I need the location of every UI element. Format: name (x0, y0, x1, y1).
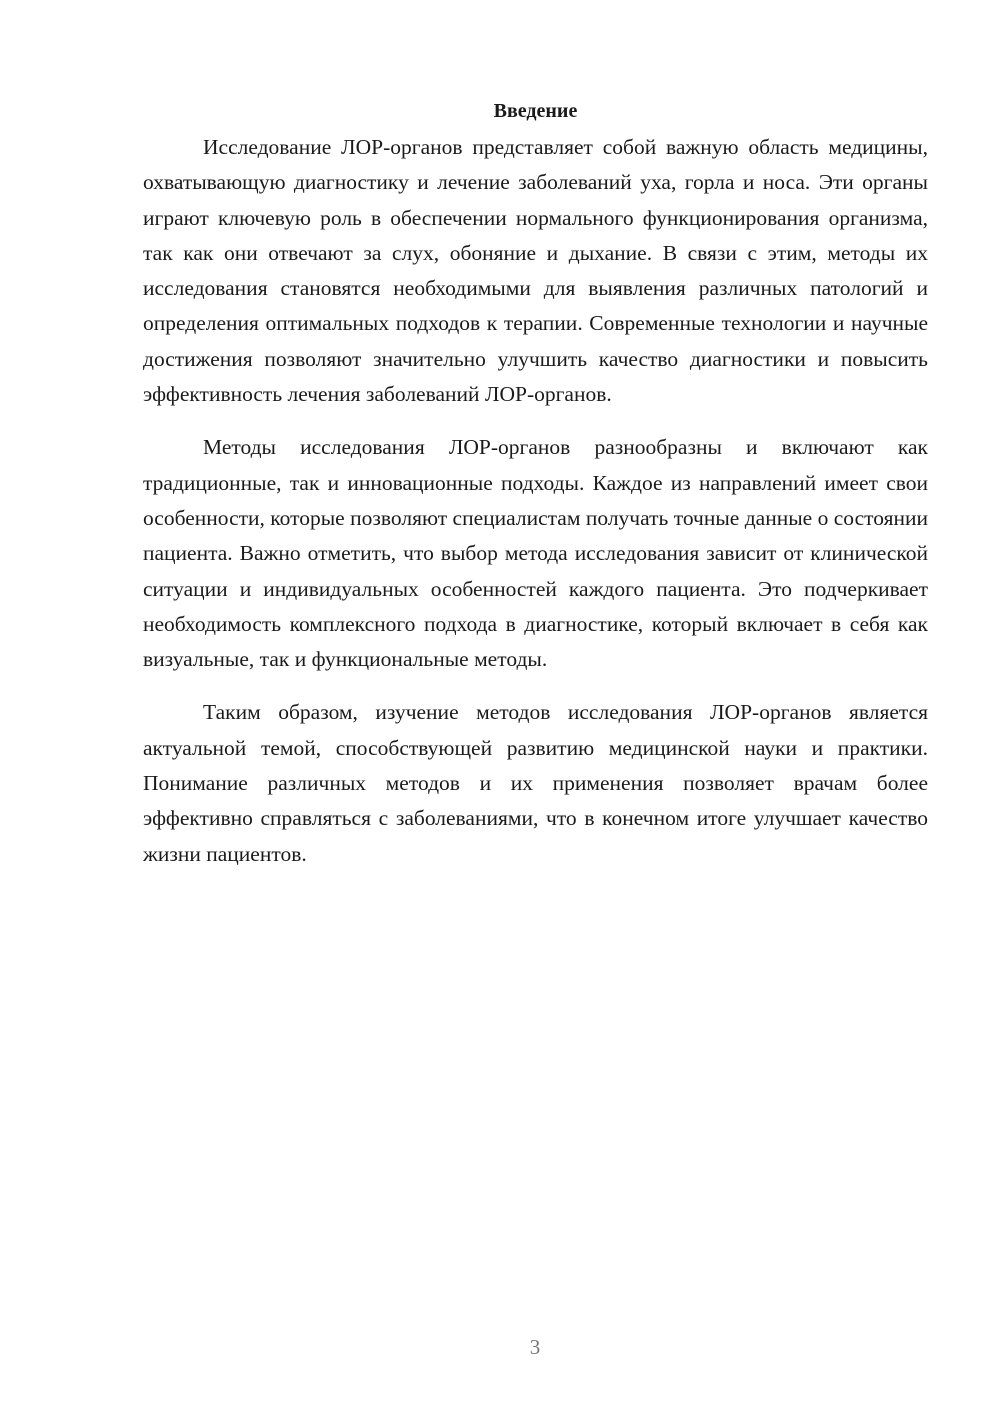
section-title: Введение (493, 100, 578, 122)
page-content (143, 98, 928, 890)
paragraph-1: Исследование ЛОР-органов представляет собой важную область медицины, охватывающую диагностику и лечение заболеваний уха, горла и носа. Эти органы играют ключевую роль в обеспечении нормального функционирования организма, так как они отвечают за слух, обоняние и дыхание. В связи с этим, методы их исследования становятся необходимыми для выявления различных патологий и определения оптимальных подходов к терапии. Современные технологии и научные достижения позволяют значительно улучшить качество диагностики и повысить эффективность лечения заболеваний ЛОР-органов. (143, 135, 928, 407)
paragraph-2: Методы исследования ЛОР-органов разнообразны и включают как традиционные, так и инновационные подходы. Каждое из направлений имеет свои особенности, которые позволяют специалистам получать точные данные о состоянии пациента. Важно отметить, что выбор метода исследования зависит от клинической ситуации и индивидуальных особенностей каждого пациента. Это подчеркивает необходимость комплексного подхода в диагностике, который включает в себя как визуальные, так и функциональные методы. (143, 435, 928, 672)
page-number: 3 (529, 1335, 541, 1359)
paragraph-3: Таким образом, изучение методов исследования ЛОР-органов является актуальной темой, способствующей развитию медицинской науки и практики. Понимание различных методов и их применения позволяет врачам более эффективно справляться с заболеваниями, что в конечном итоге улучшает качество жизни пациентов. (143, 700, 928, 866)
